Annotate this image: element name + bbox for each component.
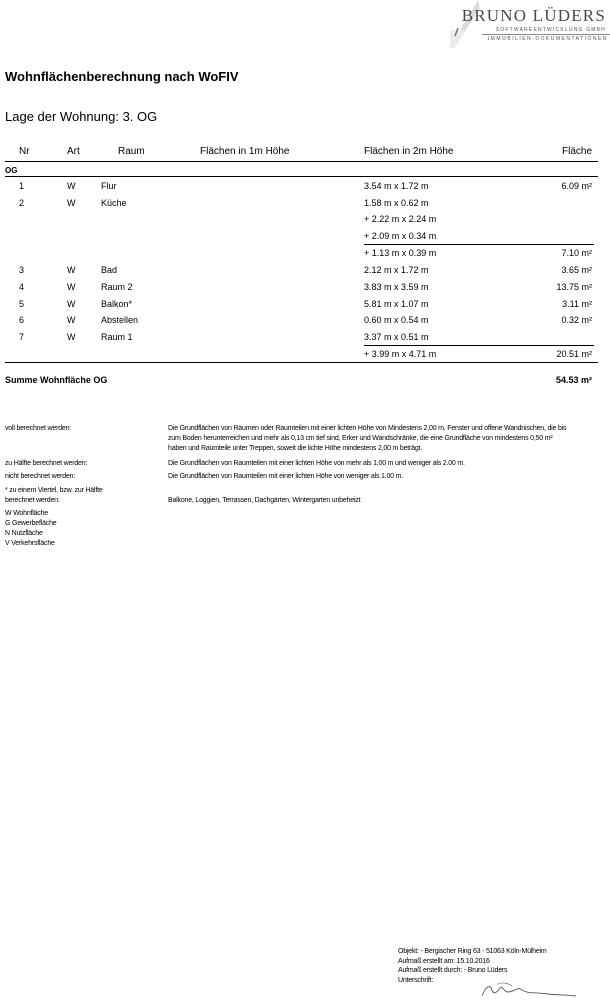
cell-measure: 3.83 m x 3.59 m [364, 282, 429, 292]
header-flaechen-1m: Flächen in 1m Höhe [200, 146, 290, 157]
cell-art: W [67, 299, 76, 309]
table-row [0, 262, 610, 278]
cell-measure: 3.54 m x 1.72 m [364, 181, 429, 191]
area-code-g: G Gewerbefläche [5, 520, 57, 527]
subtotal-line [364, 345, 594, 346]
cell-measure: + 1.13 m x 0.39 m [364, 248, 437, 258]
section-label: OG [5, 166, 18, 175]
table-row [0, 178, 610, 194]
cell-flaeche: 3.11 m² [562, 299, 592, 309]
total-row [5, 373, 592, 387]
cell-measure: 0.60 m x 0.54 m [364, 315, 429, 325]
cell-art: W [67, 265, 76, 275]
total-value: 54.53 m² [555, 375, 592, 385]
cell-flaeche: 13.75 m² [556, 282, 592, 292]
total-label: Summe Wohnfläche OG [5, 375, 108, 385]
cell-raum: Küche [101, 198, 127, 208]
table-row [0, 329, 610, 345]
logo-name: BRUNO LÜDERS [461, 6, 606, 25]
header-divider [5, 161, 598, 162]
cell-raum: Bad [101, 265, 118, 275]
company-logo [420, 0, 610, 60]
cell-measure: + 2.09 m x 0.34 m [364, 231, 437, 241]
cell-art: W [67, 198, 76, 208]
cell-measure: 5.81 m x 1.07 m [364, 299, 429, 309]
apartment-location: Lage der Wohnung: 3. OG [5, 109, 158, 124]
table-row [0, 312, 610, 328]
footer-unterschrift: Unterschrift: [398, 976, 434, 984]
area-code-w: W Wohnfläche [5, 510, 48, 517]
cell-flaeche: 7.10 m² [561, 248, 592, 258]
legend-voll-label: voll berechnet werden: [5, 425, 72, 432]
legend-viertel-label: * zu einem Viertel, bzw. zur Hälfte berechnet werden: [5, 487, 103, 504]
legend-nicht-label: nicht berechnet werden: [5, 473, 76, 480]
cell-nr: 3 [19, 265, 25, 275]
header-flaeche: Fläche [561, 146, 592, 157]
cell-raum: Abstellen [101, 315, 139, 325]
cell-nr: 7 [19, 332, 25, 342]
table-row [0, 195, 610, 211]
logo-subtitle: SOFTWAREENTWICKLUNG GMBH [495, 27, 606, 33]
header-nr: Nr [19, 146, 30, 157]
cell-art: W [67, 315, 76, 325]
cell-raum: Balkon* [101, 299, 133, 309]
cell-flaeche: 6.09 m² [561, 181, 592, 191]
signature-image [478, 980, 578, 1000]
cell-raum: Raum 1 [101, 332, 133, 342]
legend-viertel-text: Balkone, Loggien, Terrassen, Dachgärten, Wintergarten unbeheizt [168, 497, 361, 504]
cell-art: W [67, 282, 76, 292]
cell-measure: 1.58 m x 0.62 m [364, 198, 429, 208]
header-art: Art [67, 146, 80, 157]
table-row [0, 245, 610, 261]
cell-nr: 2 [19, 198, 25, 208]
footer-aufmass-durch: Aufmaß erstellt durch: - Bruno Lüders [398, 967, 508, 974]
logo-divider [482, 34, 610, 35]
section-divider [5, 176, 598, 177]
header-flaechen-2m: Flächen in 2m Höhe [364, 146, 454, 157]
subtotal-line [364, 244, 594, 245]
table-row [0, 346, 610, 362]
cell-flaeche: 20.51 m² [556, 349, 592, 359]
table-row [0, 211, 610, 227]
table-row [0, 228, 610, 244]
cell-measure: + 3.99 m x 4.71 m [364, 349, 437, 359]
legend-nicht-text: Die Grundflächen von Raumteilen mit einer lichten Höhe von weniger als 1.00 m. [168, 473, 403, 480]
cell-nr: 5 [19, 299, 25, 309]
footer-aufmass-am: Aufmaß erstellt am: 15.10.2016 [398, 957, 490, 965]
cell-art: W [67, 332, 76, 342]
area-code-v: V Verkehrsfläche [5, 540, 55, 547]
footer-objekt: Objekt: - Bergischer Ring 63 - 51063 Köln-Mülheim [398, 948, 547, 955]
cell-measure: + 2.22 m x 2.24 m [364, 214, 437, 224]
cell-measure: 3.37 m x 0.51 m [364, 332, 429, 342]
cell-nr: 6 [19, 315, 25, 325]
header-raum: Raum [118, 146, 145, 157]
page-title: Wohnflächenberechnung nach WoFIV [5, 69, 239, 84]
cell-measure: 2.12 m x 1.72 m [364, 265, 429, 275]
legend-voll-text: Die Grundflächen von Räumen oder Raumteilen mit einer lichten Höhe von Mindestens 2,00 m, Fenster und offene Wandnischen, die bis zum Boden herunterreichen und mehr als 0,13 cm tief sind, Erker und Wandschränke, die eine Grundfläche von mindestens 0,50 m² haben und Raumteile unter Treppen, soweit die lichte Höhe mindestens 2,00 m beträgt. [168, 425, 567, 452]
legend-halb-label: zu Hälfte berechnet werden: [5, 460, 88, 467]
cell-nr: 1 [19, 181, 25, 191]
legend-halb-text: Die Grundflächen von Raumteilen mit einer lichten Höhe von mehr als 1,00 m und weniger als 2.00 m. [168, 460, 465, 467]
table-bottom-divider [5, 362, 598, 363]
cell-flaeche: 0.32 m² [561, 315, 592, 325]
cell-nr: 4 [19, 282, 25, 292]
cell-flaeche: 3.65 m² [561, 265, 592, 275]
cell-raum: Flur [101, 181, 117, 191]
table-row [0, 279, 610, 295]
logo-tagline: IMMOBILIEN-DOKUMENTATIONEN [487, 36, 608, 42]
area-code-n: N Nutzfläche [5, 530, 43, 537]
cell-raum: Raum 2 [101, 282, 133, 292]
table-row [0, 296, 610, 312]
cell-art: W [67, 181, 76, 191]
